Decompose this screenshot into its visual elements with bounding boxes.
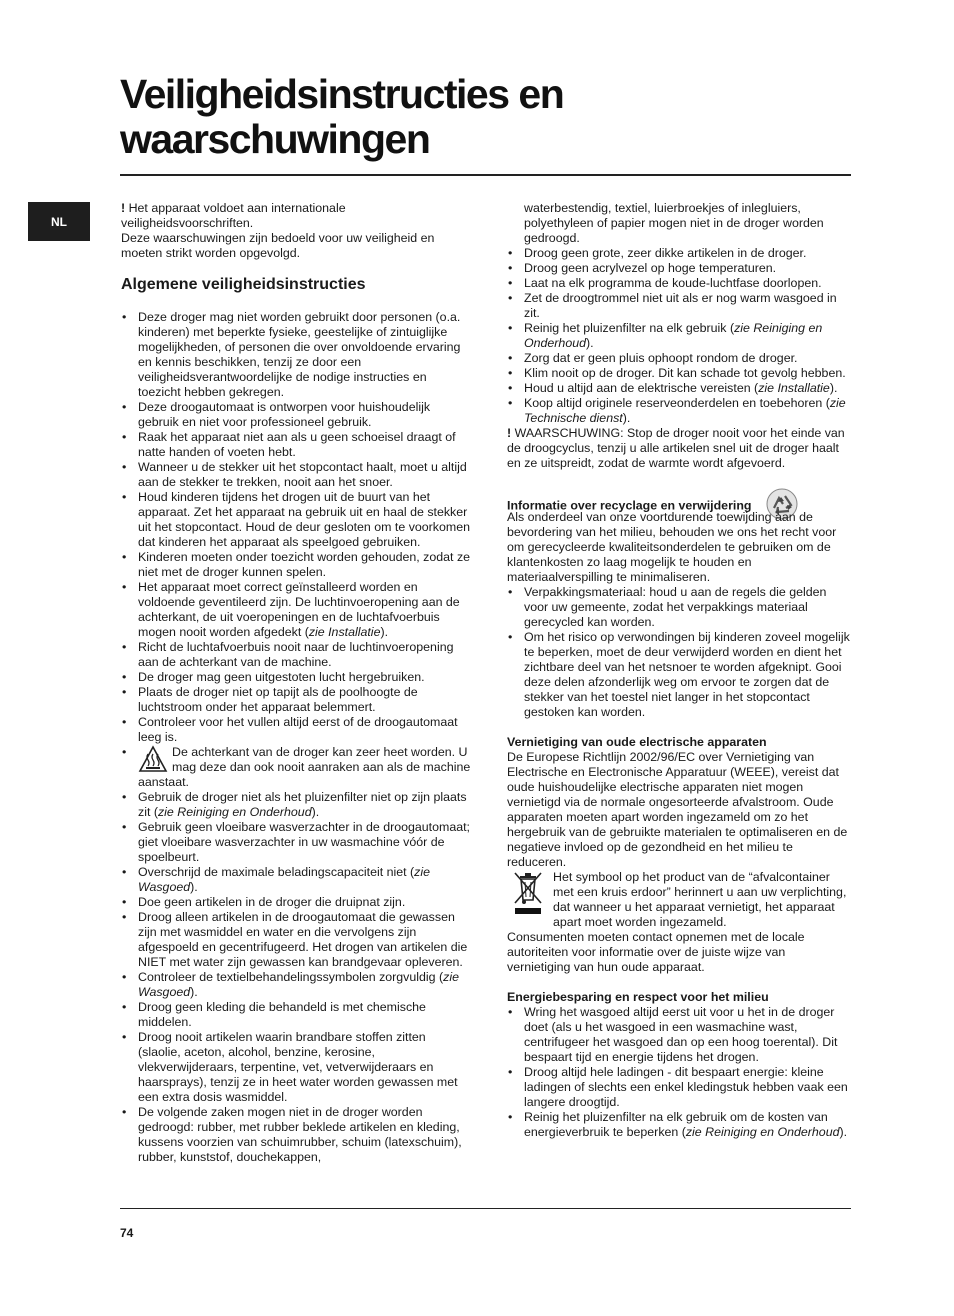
list-item: • Reinig het pluizenfilter na elk gebruik (zie Reiniging en Onderhoud).: [507, 321, 850, 351]
right-column: [507, 201, 850, 1140]
cross-reference: zie Wasgoed: [138, 865, 431, 894]
list-item: • Doe geen artikelen in de droger die druipnat zijn.: [121, 895, 471, 910]
list-item: • Droog nooit artikelen waarin brandbare stoffen zitten (slaolie, aceton, alcohol, benzine, kerosine, vlekverwijderaars, terpentine, vet, vetverwijderaars en haarsprays), tenzij ze in heet water worden gewassen met een extra dosis wasmiddel.: [121, 1030, 471, 1105]
intro-line-1: ! Het apparaat voldoet aan internationale veiligheidsvoorschriften.: [121, 201, 346, 230]
list-item: • Controleer voor het vullen altijd eerst of de droogautomaat leeg is.: [121, 715, 471, 745]
list-item: • Overschrijd de maximale beladingscapaciteit niet (zie Wasgoed).: [121, 865, 471, 895]
list-item: • Droog geen kleding die behandeld is met chemische middelen.: [121, 1000, 471, 1030]
list-item: • Gebruik de droger niet als het pluizenfilter niet op zijn plaats zit (zie Reiniging en Onderhoud).: [121, 790, 471, 820]
general-heading: Algemene veiligheidsinstructies: [121, 276, 366, 293]
energy-heading: Energiebesparing en respect voor het milieu: [507, 990, 769, 1004]
list-item: • Zorg dat er geen pluis ophoopt rondom de droger.: [507, 351, 850, 366]
list-item: • Laat na elk programma de koude-luchtfase doorlopen.: [507, 276, 850, 291]
page-title: Veiligheidsinstructies en waarschuwingen: [120, 71, 564, 162]
list-item: • Droog geen acrylvezel op hoge temperaturen.: [507, 261, 850, 276]
cross-reference: zie Reiniging en Onderhoud: [157, 805, 312, 819]
weee-block: [507, 870, 850, 930]
recycling-list: [507, 585, 850, 720]
list-item: • De volgende zaken mogen niet in de droger worden gedroogd: rubber, met rubber beklede artikelen en kleding, kussens voorzien van schuimrubber, schuim (latexschuim), rubber, kunststof, douchekappen,: [121, 1105, 471, 1165]
title-divider: [120, 174, 851, 176]
bottom-divider: [120, 1208, 851, 1209]
language-tab: NL: [28, 202, 90, 241]
list-item: • Reinig het pluizenfilter na elk gebruik om de kosten van energieverbruik te beperken (zie Reiniging en Onderhoud).: [507, 1110, 850, 1140]
hot-surface-warning-icon: [138, 745, 168, 773]
list-item: • Droog altijd hele ladingen - dit bespaart energie: kleine ladingen of slechts een enkel kledingstuk hebben vaak een langere droogtijd.: [507, 1065, 850, 1110]
cross-reference: zie Installatie: [308, 625, 381, 639]
cross-reference: zie Wasgoed: [138, 970, 459, 999]
general-instructions-list: [121, 310, 471, 1165]
crossed-bin-icon: [511, 870, 545, 916]
list-item: • Droog geen grote, zeer dikke artikelen in de droger.: [507, 246, 850, 261]
recycling-heading: Informatie over recyclage en verwijdering: [507, 488, 850, 524]
list-item: • Klim nooit op de droger. Dit kan schade tot gevolg hebben.: [507, 366, 850, 381]
energy-list: [507, 1005, 850, 1140]
list-item: • Plaats de droger niet op tapijt als de poolhoogte de luchtstroom onder het apparaat belemmert.: [121, 685, 471, 715]
list-item: • Wanneer u de stekker uit het stopcontact haalt, moet u altijd aan de stekker te trekken, nooit aan het snoer.: [121, 460, 471, 490]
cross-reference: zie Reiniging en Onderhoud: [685, 1125, 840, 1139]
right-instructions-list: [507, 246, 850, 426]
cross-reference: zie Reiniging en Onderhoud: [524, 321, 823, 350]
list-item: • Deze droogautomaat is ontworpen voor huishoudelijk gebruik en niet voor professioneel gebruik.: [121, 400, 471, 430]
list-item: • De droger mag geen uitgestoten lucht hergebruiken.: [121, 670, 471, 685]
list-item: • Houd u altijd aan de elektrische vereisten (zie Installatie).: [507, 381, 850, 396]
list-item: • Gebruik geen vloeibare wasverzachter in de droogautomaat; giet vloeibare wasverzachter in uw wasmachine vóór de spoelbeurt.: [121, 820, 471, 865]
intro-line-2: Deze waarschuwingen zijn bedoeld voor uw veiligheid en moeten strikt worden opgevolgd.: [121, 231, 435, 260]
weee-symbol-text: Het symbool op het product van de “afvalcontainer met een kruis erdoor” herinnert u aan uw verplichting, dat wanneer u het apparaat vernietigt, het apparaat apart moet worden ingezameld.: [553, 870, 847, 929]
cross-reference: zie Installatie: [758, 381, 830, 395]
list-item: • Deze droger mag niet worden gebruikt door personen (o.a. kinderen) met beperkte fysieke, geestelijke of zintuiglijke mogelijkheden, of personen die over onvoldoende ervaring en kennis beschikken, tenzij ze door een veiligheidsverantwoordelijke de nodige instructies en toezicht hebben gekregen.: [121, 310, 471, 400]
list-item: • Het apparaat moet correct geïnstalleerd worden en voldoende geventileerd zijn. De luchtinvoeropening aan de achterkant, de uit voeropeningen en de luchtafvoerbuis mogen nooit worden afgedekt (zie Installatie).: [121, 580, 471, 640]
list-item: • Controleer de textielbehandelingssymbolen zorgvuldig (zie Wasgoed).: [121, 970, 471, 1000]
list-item: • Wring het wasgoed altijd eerst uit voor u het in de droger doet (als u het wasgoed in een wasmachine wast, centrifugeer het wasgoed dan op een hoog toerental). Dit bespaart tijd en energie tijdens het drogen.: [507, 1005, 850, 1065]
list-item: • Zet de droogtrommel niet uit als er nog warm wasgoed in zit.: [507, 291, 850, 321]
list-item: • Raak het apparaat niet aan als u geen schoeisel draagt of natte handen of voeten hebt.: [121, 430, 471, 460]
list-item: • Kinderen moeten onder toezicht worden gehouden, zodat ze niet met de droger kunnen spelen.: [121, 550, 471, 580]
cross-reference: zie Technische dienst: [524, 396, 846, 425]
list-item: • Om het risico op verwondingen bij kinderen zoveel mogelijk te beperken, moet de deur verwijderd worden en dient het zichtbare deel van het netsnoer te worden afgeknipt. Gooi deze delen afzonderlijk weg om ervoor te zorgen dat de stekker van het toestel niet langer in het stopcontact gestoken kan worden.: [507, 630, 850, 720]
list-item: • De achterkant van de droger kan zeer heet worden. U mag deze dan ook nooit aanraken aan als de machine aanstaat.: [121, 745, 471, 790]
list-item: • Richt de luchtafvoerbuis nooit naar de luchtinvoeropening aan de achterkant van de machine.: [121, 640, 471, 670]
list-continuation: waterbestendig, textiel, luierbroekjes of inlegluiers, polyethyleen of papier mogen niet in de droger worden gedroogd.: [524, 201, 824, 245]
left-column: [121, 201, 471, 1165]
disposal-after: Consumenten moeten contact opnemen met de locale autoriteiten voor informatie over de juiste wijze van vernietiging van hun oude apparaat.: [507, 930, 805, 974]
disposal-body: De Europese Richtlijn 2002/96/EC over Vernietiging van Electrische en Electronische Apparatuur (WEEE), vereist dat oude huishoudelijke electrische apparaten niet mogen vernietigd via de normale ongesorteerde afvalstroom. Oude apparaten moeten apart worden ingezameld om zo het hergebruik van de gebruikte materialen te optimaliseren en de negatieve invloed op de gezondheid en het milieu te reduceren.: [507, 750, 848, 869]
list-item: • Droog alleen artikelen in de droogautomaat die gewassen zijn met wasmiddel en water en die vervolgens zijn afgespoeld en gecentrifugeerd. Het drogen van artikelen die NIET met water zijn gewassen kan brandgevaar opleveren.: [121, 910, 471, 970]
list-item: • Houd kinderen tijdens het drogen uit de buurt van het apparaat. Zet het apparaat na gebruik uit en haal de stekker uit het stopcontact. Houd de deur gesloten om te voorkomen dat kinderen het apparaat als speelgoed gebruiken.: [121, 490, 471, 550]
exclamation-mark: !: [121, 201, 126, 215]
warning-paragraph: ! WAARSCHUWING: Stop de droger nooit voor het einde van de droogcyclus, tenzij u alle artikelen snel uit de droger haalt en ze uitspreidt, zodat de warmte wordt afgevoerd.: [507, 426, 845, 470]
list-item: • Verpakkingsmateriaal: houd u aan de regels die gelden voor uw gemeente, zodat het verpakkings materiaal gerecycled kan worden.: [507, 585, 850, 630]
disposal-heading: Vernietiging van oude electrische apparaten: [507, 735, 767, 749]
recycling-body: Als onderdeel van onze voortdurende toewijding aan de bevordering van het milieu, behouden we ons het recht voor om gerecycleerde kwaliteitsonderdelen te gebruiken om de klantenkosten zo laag mogelijk te houden en materiaalverspilling te minimaliseren.: [507, 510, 837, 584]
list-item: • Koop altijd originele reserveonderdelen en toebehoren (zie Technische dienst).: [507, 396, 850, 426]
page-number: 74: [120, 1226, 134, 1240]
